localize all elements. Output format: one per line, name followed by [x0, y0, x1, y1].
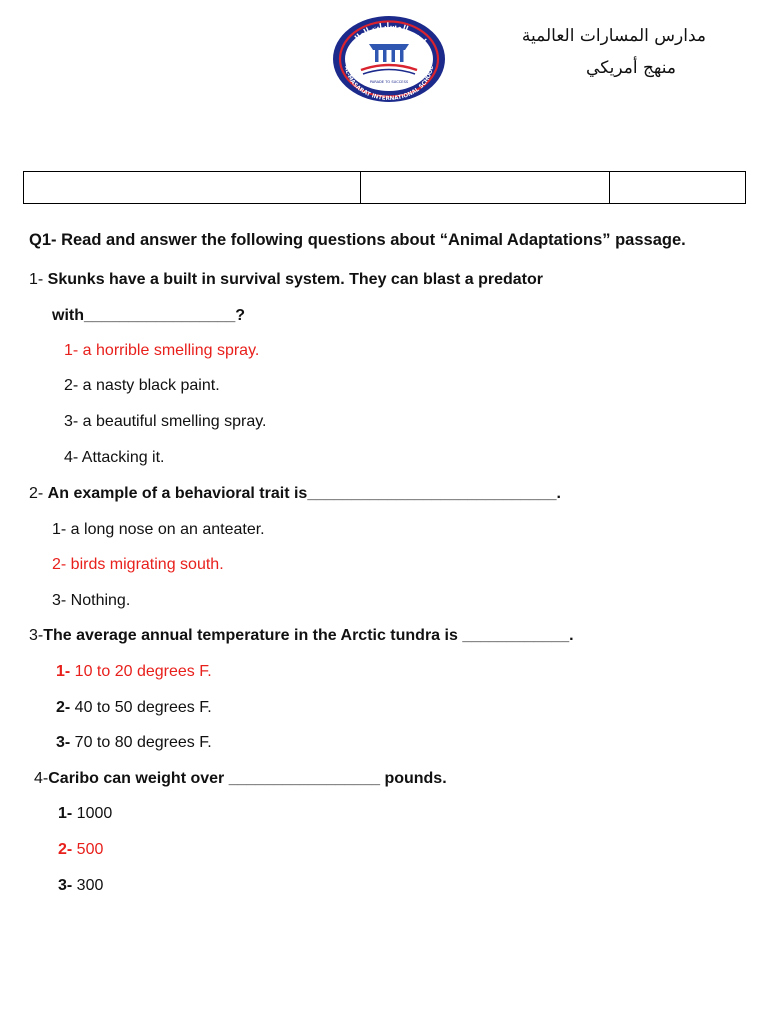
question-number: 2-	[29, 485, 48, 502]
option-number: 3-	[64, 413, 83, 430]
answer-option[interactable]	[56, 662, 212, 682]
question-1-continuation: with_________________?	[52, 307, 246, 324]
svg-text:PARADE TO SUCCESS: PARADE TO SUCCESS	[369, 80, 409, 84]
question-text: An example of a behavioral trait is____________________________.	[47, 485, 561, 502]
option-text: 10 to 20 degrees F.	[74, 663, 212, 680]
option-number: 2-	[56, 699, 75, 716]
answer-option[interactable]	[64, 448, 165, 468]
option-text: 500	[76, 841, 104, 858]
answer-option[interactable]	[56, 733, 212, 753]
question-number: 1-	[29, 271, 48, 288]
option-text: 40 to 50 degrees F.	[74, 699, 212, 716]
option-text: 300	[76, 877, 104, 894]
option-number: 1-	[58, 805, 77, 822]
question-4	[34, 769, 447, 789]
question-text: The average annual temperature in the Arctic tundra is ____________.	[43, 627, 574, 644]
answer-option[interactable]	[52, 555, 224, 575]
info-cell-name[interactable]	[24, 172, 361, 204]
info-cell-date[interactable]	[610, 172, 746, 204]
option-number: 2-	[64, 377, 83, 394]
question-1	[29, 270, 543, 290]
question-number: 4-	[34, 770, 49, 787]
question-text: Skunks have a built in survival system. They can blast a predator	[47, 271, 543, 288]
answer-option[interactable]	[56, 698, 212, 718]
question-number: 3-	[29, 627, 44, 644]
curriculum-arabic: منهج أمريكي	[586, 58, 676, 78]
svg-text:مدارس المسارات العالمية: مدارس المسارات العالمية	[344, 20, 434, 53]
option-number: 1-	[64, 342, 83, 359]
option-number: 3-	[56, 734, 75, 751]
school-name-arabic: مدارس المسارات العالمية	[521, 26, 706, 46]
option-text: 70 to 80 degrees F.	[74, 734, 212, 751]
answer-option[interactable]	[52, 591, 130, 611]
answer-option[interactable]	[58, 876, 103, 896]
section-title: Q1- Read and answer the following questions about “Animal Adaptations” passage.	[29, 231, 686, 249]
question-text: Caribo can weight over _________________ pounds.	[48, 770, 447, 787]
answer-option[interactable]	[52, 520, 265, 540]
answer-option[interactable]	[64, 341, 259, 361]
option-text: 1000	[76, 805, 113, 822]
option-number: 3-	[52, 592, 71, 609]
svg-text:AL-MASARAT INTERNATIONAL SCHOO: AL-MASARAT INTERNATIONAL SCHOOL	[343, 65, 435, 103]
answer-option[interactable]	[58, 840, 103, 860]
answer-option[interactable]	[64, 412, 266, 432]
question-2	[29, 484, 561, 504]
option-number: 3-	[58, 877, 77, 894]
option-number: 1-	[52, 521, 71, 538]
option-text: a beautiful smelling spray.	[82, 413, 267, 430]
school-logo	[331, 14, 447, 104]
answer-option[interactable]	[58, 804, 112, 824]
option-number: 4-	[64, 449, 82, 466]
question-3	[29, 626, 574, 646]
option-number: 1-	[56, 663, 75, 680]
option-number: 2-	[58, 841, 77, 858]
option-text: a horrible smelling spray.	[82, 342, 260, 359]
option-text: Attacking it.	[81, 449, 165, 466]
answer-option[interactable]	[64, 376, 220, 396]
option-number: 2-	[52, 556, 71, 573]
option-text: birds migrating south.	[70, 556, 224, 573]
option-text: Nothing.	[70, 592, 131, 609]
option-text: a nasty black paint.	[82, 377, 220, 394]
student-info-table	[23, 171, 746, 204]
option-text: a long nose on an anteater.	[70, 521, 265, 538]
info-cell-class[interactable]	[361, 172, 610, 204]
